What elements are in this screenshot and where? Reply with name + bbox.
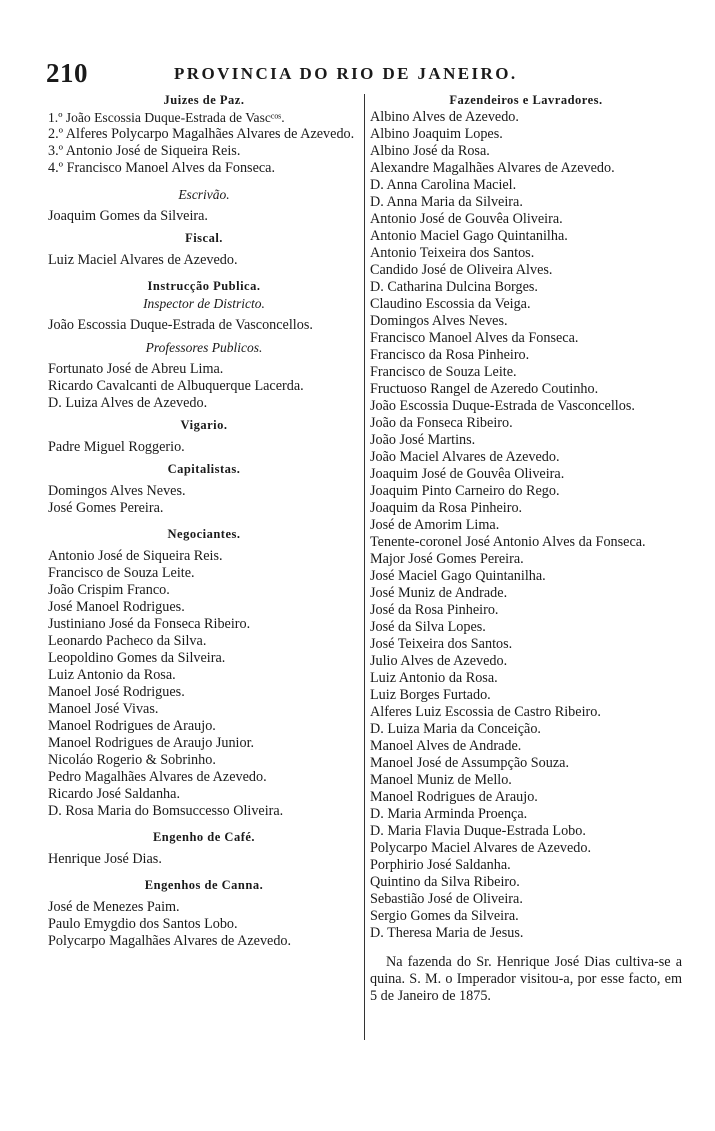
fazendeiro-entry: Manoel Alves de Andrade. <box>370 738 522 754</box>
fiscal-entry: Luiz Maciel Alvares de Azevedo. <box>48 252 238 268</box>
negociante-entry: Justiniano José da Fonseca Ribeiro. <box>48 616 251 632</box>
fazendeiro-entry: Manoel José de Assumpção Souza. <box>370 755 569 771</box>
fazendeiro-entry: Joaquim José de Gouvêa Oliveira. <box>370 466 565 482</box>
section-heading-juizes: Juizes de Paz. <box>163 93 245 107</box>
negociante-entry: Manoel Rodrigues de Araujo. <box>48 718 216 734</box>
fazendeiro-entry: Julio Alves de Azevedo. <box>370 653 508 669</box>
fazendeiro-entry: Joaquim da Rosa Pinheiro. <box>370 500 523 516</box>
fazendeiro-entry: Domingos Alves Neves. <box>370 313 508 329</box>
negociante-entry: José Manoel Rodrigues. <box>48 599 185 615</box>
fazendeiro-entry: Candido José de Oliveira Alves. <box>370 262 553 278</box>
negociantes-list <box>48 548 360 820</box>
fazendeiro-entry: Sergio Gomes da Silveira. <box>370 908 519 924</box>
negociante-entry: João Crispim Franco. <box>48 582 170 598</box>
section-heading-engenho-cafe: Engenho de Café. <box>152 830 256 844</box>
negociante-entry: Antonio José de Siqueira Reis. <box>48 548 223 564</box>
fazendeiro-entry: Major José Gomes Pereira. <box>370 551 524 567</box>
fazendeiro-entry: D. Maria Flavia Duque-Estrada Lobo. <box>370 823 586 839</box>
professor-entry: Fortunato José de Abreu Lima. <box>48 361 224 377</box>
juiz-entry: 2.º Alferes Polycarpo Magalhães Alvares de Azevedo. <box>48 126 355 142</box>
fazendeiro-entry: Tenente-coronel José Antonio Alves da Fonseca. <box>370 534 646 550</box>
fazendeiro-entry: José Muniz de Andrade. <box>370 585 508 601</box>
fazendeiro-entry: João Escossia Duque-Estrada de Vasconcellos. <box>370 398 635 414</box>
fazendeiro-entry: D. Luiza Maria da Conceição. <box>370 721 541 737</box>
capitalista-entry: José Gomes Pereira. <box>48 500 164 516</box>
fazendeiro-entry: D. Maria Arminda Proença. <box>370 806 528 822</box>
fazendeiro-entry: Luiz Antonio da Rosa. <box>370 670 498 686</box>
fazendeiro-entry: Joaquim Pinto Carneiro do Rego. <box>370 483 560 499</box>
fazendeiro-entry: José Teixeira dos Santos. <box>370 636 513 652</box>
section-heading-capitalistas: Capitalistas. <box>167 462 241 476</box>
negociante-entry: Pedro Magalhães Alvares de Azevedo. <box>48 769 267 785</box>
engenho-canna-entry: Paulo Emygdio dos Santos Lobo. <box>48 916 238 932</box>
negociante-entry: Ricardo José Saldanha. <box>48 786 180 802</box>
fazendeiro-entry: Antonio Teixeira dos Santos. <box>370 245 535 261</box>
fazendeiro-entry: Francisco de Souza Leite. <box>370 364 517 380</box>
section-heading-instrucao: Instrucção Publica. <box>147 279 261 293</box>
fazendeiro-entry: Polycarpo Maciel Alvares de Azevedo. <box>370 840 592 856</box>
negociante-entry: Manoel José Rodrigues. <box>48 684 185 700</box>
negociante-entry: Leonardo Pacheco da Silva. <box>48 633 207 649</box>
vigario-entry: Padre Miguel Roggerio. <box>48 439 185 455</box>
engenho-cafe-entry: Henrique José Dias. <box>48 851 162 867</box>
right-column <box>370 92 682 1005</box>
negociante-entry: Nicoláo Rogerio & Sobrinho. <box>48 752 216 768</box>
negociante-entry: Leopoldino Gomes da Silveira. <box>48 650 226 666</box>
section-heading-escrivao: Escrivão. <box>178 187 230 202</box>
fazendeiro-entry: João Maciel Alvares de Azevedo. <box>370 449 560 465</box>
fazendeiro-entry: Porphirio José Saldanha. <box>370 857 511 873</box>
fazendeiro-entry: Antonio José de Gouvêa Oliveira. <box>370 211 563 227</box>
fazendeiro-entry: Albino Alves de Azevedo. <box>370 109 519 125</box>
fazendeiros-list <box>370 109 682 942</box>
fazendeiro-entry: Francisco da Rosa Pinheiro. <box>370 347 530 363</box>
fazendeiro-entry: Alexandre Magalhães Alvares de Azevedo. <box>370 160 615 176</box>
negociante-entry: Manoel José Vivas. <box>48 701 159 717</box>
fazendeiro-entry: Quintino da Silva Ribeiro. <box>370 874 520 890</box>
professor-entry: D. Luiza Alves de Azevedo. <box>48 395 208 411</box>
section-heading-fiscal: Fiscal. <box>185 231 223 245</box>
fazendeiro-entry: D. Anna Carolina Maciel. <box>370 177 517 193</box>
engenho-canna-entry: José de Menezes Paim. <box>48 899 180 915</box>
section-heading-negociantes: Negociantes. <box>167 527 241 541</box>
fazendeiro-entry: Albino José da Rosa. <box>370 143 490 159</box>
fazendeiro-entry: João José Martins. <box>370 432 476 448</box>
fazendeiro-entry: Albino Joaquim Lopes. <box>370 126 503 142</box>
fazendeiro-entry: Manoel Rodrigues de Araujo. <box>370 789 538 805</box>
fazendeiro-entry: D. Theresa Maria de Jesus. <box>370 925 524 941</box>
section-heading-engenhos-canna: Engenhos de Canna. <box>144 878 264 892</box>
fazendeiro-entry: José de Amorim Lima. <box>370 517 500 533</box>
juiz-entry: 3.º Antonio José de Siqueira Reis. <box>48 143 241 159</box>
negociante-entry: Manoel Rodrigues de Araujo Junior. <box>48 735 255 751</box>
fazendeiro-entry: João da Fonseca Ribeiro. <box>370 415 513 431</box>
fazendeiro-entry: D. Anna Maria da Silveira. <box>370 194 523 210</box>
negociante-entry: Luiz Antonio da Rosa. <box>48 667 176 683</box>
section-heading-fazendeiros: Fazendeiros e Lavradores. <box>449 93 603 107</box>
running-title: PROVINCIA DO RIO DE JANEIRO. <box>174 64 518 83</box>
escrivao-entry: Joaquim Gomes da Silveira. <box>48 208 208 224</box>
column-divider <box>364 94 365 1040</box>
fazendeiro-entry: Fructuoso Rangel de Azeredo Coutinho. <box>370 381 599 397</box>
fazendeiro-entry: Alferes Luiz Escossia de Castro Ribeiro. <box>370 704 601 720</box>
fazendeiro-entry: Antonio Maciel Gago Quintanilha. <box>370 228 568 244</box>
juiz-entry: 4.º Francisco Manoel Alves da Fonseca. <box>48 160 276 176</box>
section-heading-professores: Professores Publicos. <box>145 340 263 355</box>
fazendeiro-entry: Francisco Manoel Alves da Fonseca. <box>370 330 579 346</box>
fazendeiro-entry: Claudino Escossia da Veiga. <box>370 296 531 312</box>
juiz-entry: 1.º João Escossia Duque-Estrada de Vascᶜᵒˢ. <box>48 110 285 125</box>
closing-paragraph: Na fazenda do Sr. Henrique José Dias cultiva-se a quina. S. M. o Imperador visitou-a, por esse facto, em 5 de Janeiro de 1875. <box>370 954 682 1004</box>
negociante-entry: Francisco de Souza Leite. <box>48 565 195 581</box>
inspector-entry: João Escossia Duque-Estrada de Vasconcellos. <box>48 317 313 333</box>
fazendeiro-entry: Sebastião José de Oliveira. <box>370 891 523 907</box>
fazendeiro-entry: José Maciel Gago Quintanilha. <box>370 568 546 584</box>
left-column <box>48 92 360 950</box>
fazendeiro-entry: Manoel Muniz de Mello. <box>370 772 512 788</box>
professor-entry: Ricardo Cavalcanti de Albuquerque Lacerda. <box>48 378 304 394</box>
page-header <box>46 58 666 88</box>
fazendeiro-entry: José da Silva Lopes. <box>370 619 486 635</box>
section-heading-vigario: Vigario. <box>180 418 228 432</box>
page-number: 210 <box>46 58 88 88</box>
fazendeiro-entry: Luiz Borges Furtado. <box>370 687 491 703</box>
section-heading-inspector: Inspector de Districto. <box>143 296 265 311</box>
fazendeiro-entry: D. Catharina Dulcina Borges. <box>370 279 538 295</box>
engenhos-canna-list <box>48 899 360 950</box>
capitalista-entry: Domingos Alves Neves. <box>48 483 186 499</box>
negociante-entry: D. Rosa Maria do Bomsuccesso Oliveira. <box>48 803 284 819</box>
fazendeiro-entry: José da Rosa Pinheiro. <box>370 602 499 618</box>
engenho-canna-entry: Polycarpo Magalhães Alvares de Azevedo. <box>48 933 292 949</box>
